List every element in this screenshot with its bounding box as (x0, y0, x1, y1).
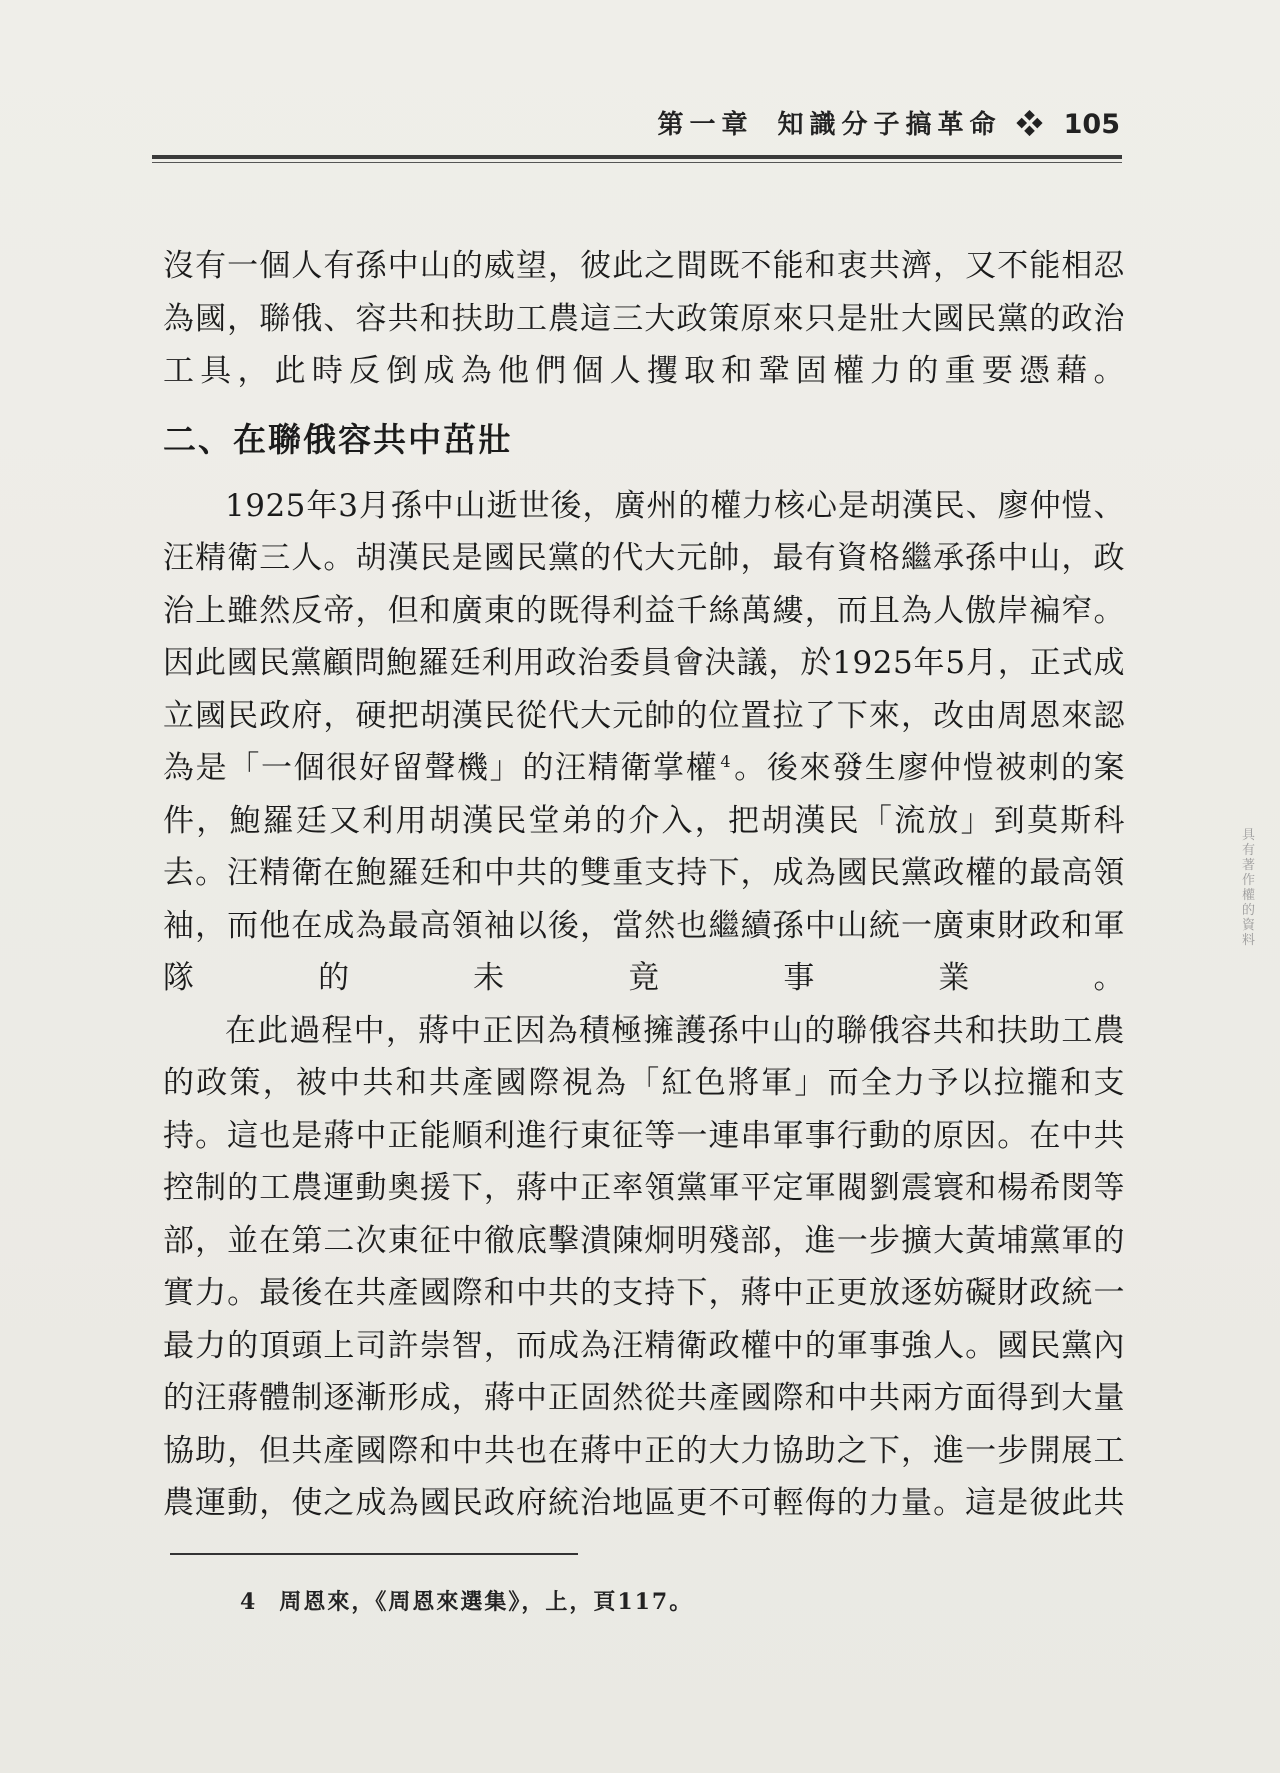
chapter-title: 知識分子搞革命 (777, 110, 1002, 140)
footnote (240, 1585, 693, 1616)
copyright-stamp: 具有著作權的資料 (1242, 828, 1256, 948)
ornament-icon: ❖ (1016, 110, 1049, 140)
footnote-text: 周恩來，《周恩來選集》，上，頁117。 (279, 1589, 694, 1615)
paragraph-2 (163, 480, 1125, 1005)
page-number: 105 (1063, 109, 1120, 140)
paragraph-2-part-b: 。後來發生廖仲愷被刺的案件，鮑羅廷又利用胡漢民堂弟的介入，把胡漢民「流放」到莫斯科去。汪精衛在鮑羅廷和中共的雙重支持下，成為國民黨政權的最高領袖，而他在成為最高領袖以後，當然也繼續孫中山統一廣東財政和軍隊的未竟事業。 (163, 750, 1126, 996)
footnote-rule (170, 1553, 578, 1555)
running-header (657, 104, 1120, 141)
body-text (163, 240, 1125, 1530)
paragraph-1: 沒有一個人有孫中山的威望，彼此之間既不能和衷共濟，又不能相忍為國，聯俄、容共和扶助工農這三大政策原來只是壯大國民黨的政治工具，此時反倒成為他們個人攫取和鞏固權力的重要憑藉。 (163, 248, 1125, 389)
footnote-ref[interactable]: 4 (720, 751, 732, 771)
footnote-number: 4 (240, 1589, 258, 1615)
paragraph-3: 在此過程中，蔣中正因為積極擁護孫中山的聯俄容共和扶助工農的政策，被中共和共產國際視為「紅色將軍」而全力予以拉攏和支持。這也是蔣中正能順利進行東征等一連串軍事行動的原因。在中共控制的工農運動奧援下，蔣中正率領黨軍平定軍閥劉震寰和楊希閔等部，並在第二次東征中徹底擊潰陳炯明殘部，進一步擴大黃埔黨軍的實力。最後在共產國際和中共的支持下，蔣中正更放逐妨礙財政統一最力的頂頭上司許崇智，而成為汪精衛政權中的軍事強人。國民黨內的汪蔣體制逐漸形成，蔣中正固然從共產國際和中共兩方面得到大量協助，但共產國際和中共也在蔣中正的大力協助之下，進一步開展工農運動，使之成為國民政府統治地區更不可輕侮的力量。這是彼此共 (163, 1012, 1125, 1521)
header-rule-thin (152, 162, 1122, 163)
header-rule-thick (152, 155, 1122, 159)
chapter-label: 第一章 (657, 110, 754, 140)
paragraph-2-part-a: 1925年3月孫中山逝世後，廣州的權力核心是胡漢民、廖仲愷、汪精衛三人。胡漢民是國民黨的代大元帥，最有資格繼承孫中山，政治上雖然反帝，但和廣東的既得利益千絲萬縷，而且為人傲岸褊窄。因此國民黨顧問鮑羅廷利用政治委員會決議，於1925年5月，正式成立國民政府，硬把胡漢民從代大元帥的位置拉了下來，改由周恩來認為是「一個很好留聲機」的汪精衛掌權 (163, 487, 1125, 786)
section-title: 二、在聯俄容共中茁壯 (163, 419, 513, 459)
